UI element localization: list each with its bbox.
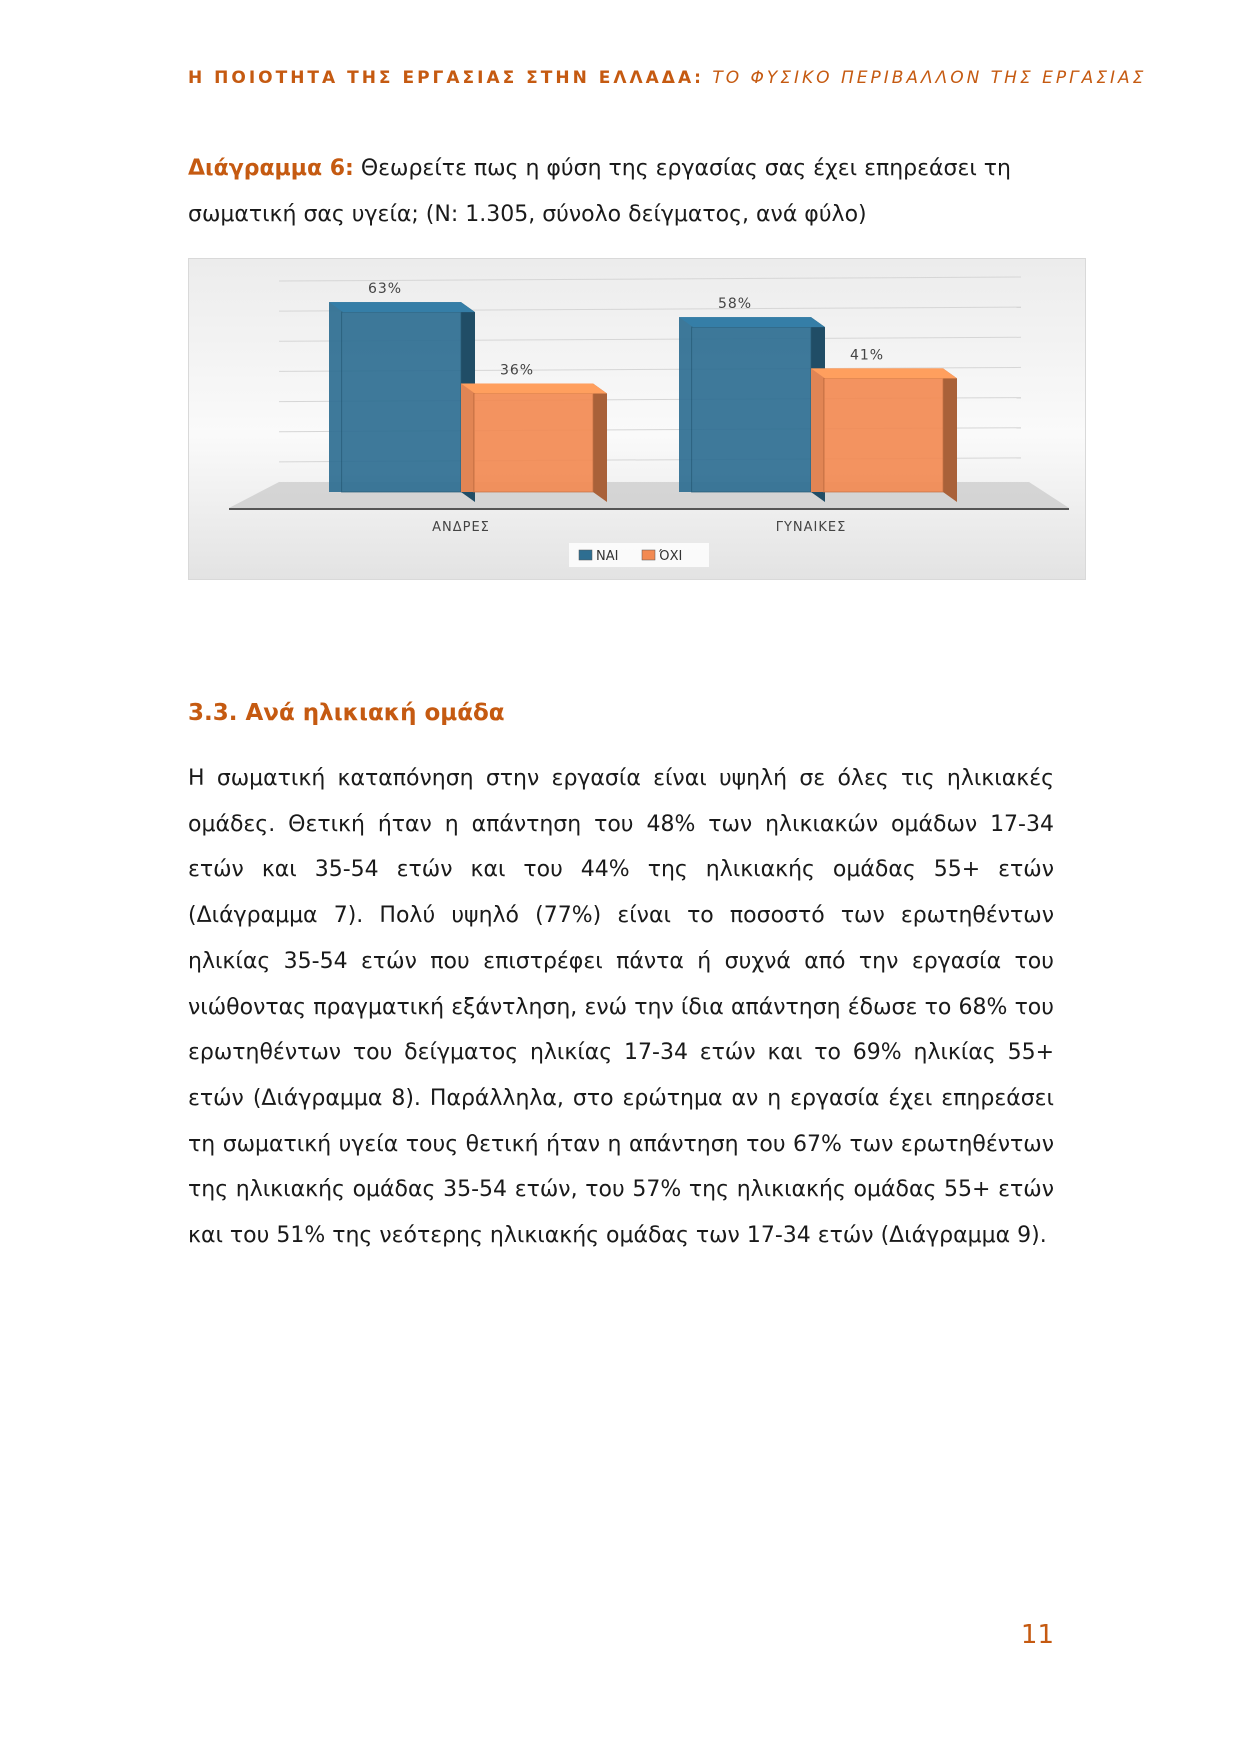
- bar-top: [329, 302, 475, 312]
- bar-side: [943, 368, 957, 502]
- section-heading: 3.3. Ανά ηλικιακή ομάδα: [188, 700, 505, 726]
- legend-label: ΝΑΙ: [596, 549, 619, 564]
- bar: [811, 368, 943, 492]
- bar: [461, 383, 593, 492]
- bar-top: [461, 383, 607, 393]
- figure-caption-label: Διάγραμμα 6:: [188, 156, 354, 181]
- page-number: 11: [1020, 1620, 1054, 1650]
- data-label: 58%: [717, 296, 753, 313]
- category-label: ΑΝΔΡΕΣ: [432, 520, 490, 535]
- legend-swatch: [579, 550, 592, 560]
- bar: [679, 317, 811, 492]
- bar-chart-canvas: [189, 259, 1085, 579]
- running-header-title: Η ΠΟΙΟΤΗΤΑ ΤΗΣ ΕΡΓΑΣΙΑΣ ΣΤΗΝ ΕΛΛΑΔΑ:: [188, 68, 704, 88]
- data-label: 63%: [367, 281, 403, 298]
- running-header-subtitle: ΤΟ ΦΥΣΙΚΟ ΠΕΡΙΒΑΛΛΟΝ ΤΗΣ ΕΡΓΑΣΙΑΣ: [712, 68, 1147, 88]
- legend-label: ΌΧΙ: [659, 549, 683, 564]
- running-header: [188, 68, 1147, 88]
- figure-caption: [188, 146, 1054, 238]
- legend-swatch: [642, 550, 655, 560]
- bar-top: [811, 368, 957, 378]
- bar-top: [679, 317, 825, 327]
- figure-caption-text: Θεωρείτε πως η φύση της εργασίας σας έχει επηρεάσει τη σωματική σας υγεία; (N: 1.305, σύνολο δείγματος, ανά φύλο): [188, 156, 1011, 227]
- bar: [329, 302, 461, 492]
- data-label: 41%: [849, 347, 885, 364]
- category-label: ΓΥΝΑΙΚΕΣ: [775, 520, 847, 535]
- data-label: 36%: [499, 362, 535, 379]
- body-paragraph: Η σωματική καταπόνηση στην εργασία είναι υψηλή σε όλες τις ηλικιακές ομάδες. Θετική ήταν η απάντηση του 48% των ηλικιακών ομάδων 17-34 ετών και 35-54 ετών και του 44% της ηλικιακής ομάδας 55+ ετών (Διάγραμμα 7). Πολύ υψηλό (77%) είναι το ποσοστό των ερωτηθέντων ηλικίας 35-54 ετών που επιστρέφει πάντα ή συχνά από την εργασία του νιώθοντας πραγματική εξάντληση, ενώ την ίδια απάντηση έδωσε το 68% του ερωτηθέντων του δείγματος ηλικίας 17-34 ετών και το 69% ηλικίας 55+ ετών (Διάγραμμα 8). Παράλληλα, στο ερώτημα αν η εργασία έχει επηρεάσει τη σωματική υγεία τους θετική ήταν η απάντηση του 67% των ερωτηθέντων της ηλικιακής ομάδας 35-54 ετών, του 57% της ηλικιακής ομάδας 55+ ετών και του 51% της νεότερης ηλικιακής ομάδας των 17-34 ετών (Διάγραμμα 9).: [188, 766, 1054, 1249]
- bar-side: [593, 383, 607, 502]
- bar-chart: [188, 258, 1086, 580]
